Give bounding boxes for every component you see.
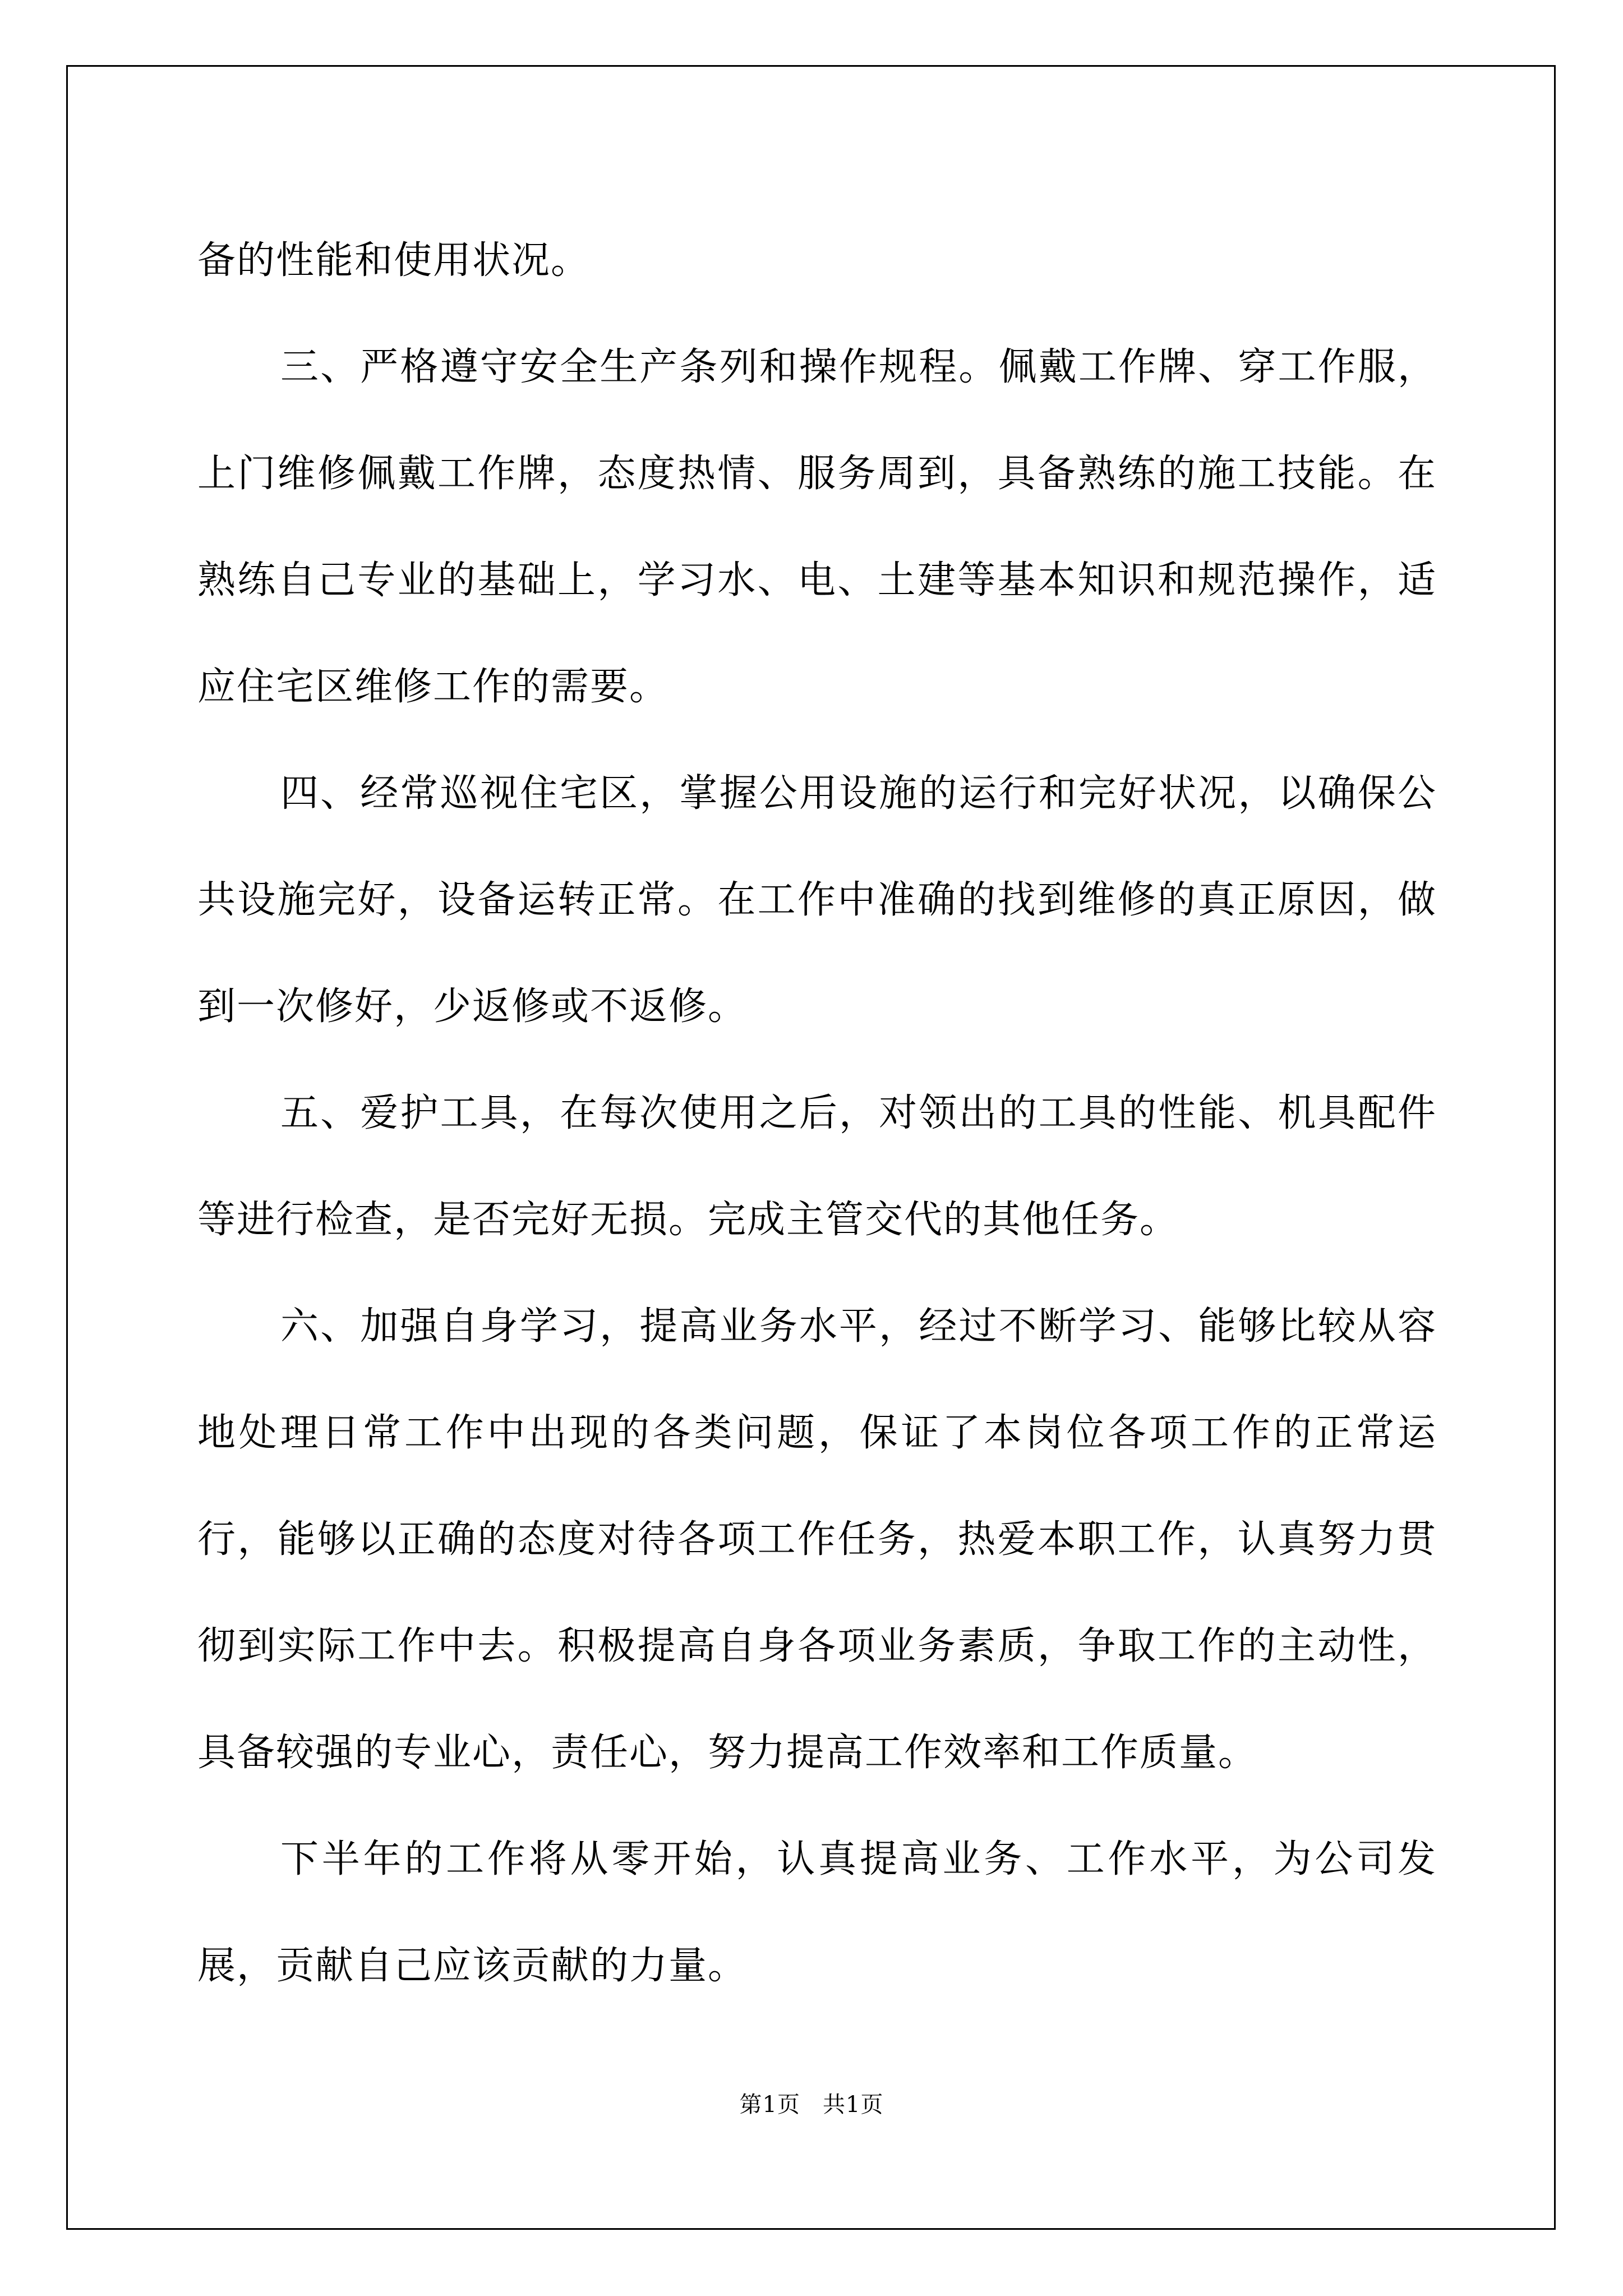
page-footer [0,2089,1623,2120]
paragraph-1: 备的性能和使用状况。 [197,238,591,283]
paragraph-5: 六、加强自身学习，提高业务水平，经过不断学习、能够比较从容地处理日常工作中出现的各类问题，保证了本岗位各项工作的正常运行，能够以正确的态度对待各项工作任务，热爱本职工作，认真努力贯彻到实际工作中去。积极提高自身各项业务素质，争取工作的主动性，具备较强的专业心，责任心，努力提高工作效率和工作质量。 [197,1304,1437,1775]
document-body [197,208,1437,2019]
page-total: 共1页 [823,2092,884,2118]
paragraph-2: 三、严格遵守安全生产条列和操作规程。佩戴工作牌、穿工作服，上门维修佩戴工作牌，态度热情、服务周到，具备熟练的施工技能。在熟练自己专业的基础上，学习水、电、土建等基本知识和规范操作，适应住宅区维修工作的需要。 [197,345,1437,709]
paragraph-4: 五、爱护工具，在每次使用之后，对领出的工具的性能、机具配件等进行检查，是否完好无损。完成主管交代的其他任务。 [197,1091,1437,1242]
paragraph-6: 下半年的工作将从零开始，认真提高业务、工作水平，为公司发展，贡献自己应该贡献的力量。 [197,1837,1437,1988]
paragraph-3: 四、经常巡视住宅区，掌握公用设施的运行和完好状况，以确保公共设施完好，设备运转正常。在工作中准确的找到维修的真正原因，做到一次修好，少返修或不返修。 [197,771,1437,1029]
page-number: 第1页 [739,2092,800,2118]
